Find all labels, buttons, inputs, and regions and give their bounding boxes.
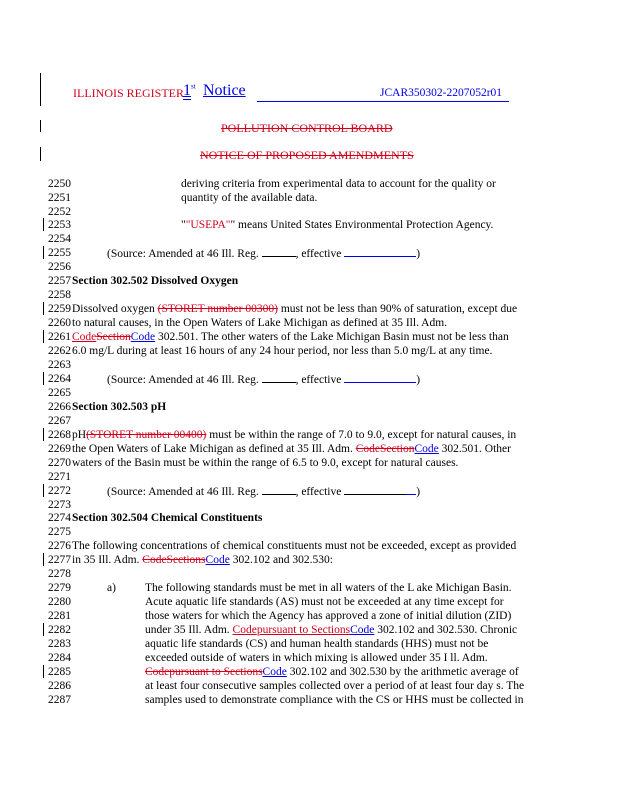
body-text: CodeSectionCode 302.501. The other waters of the Lake Michigan Basin must not be less than <box>72 331 509 343</box>
line-number: 2266 <box>48 401 71 413</box>
line-number: 2256 <box>48 261 71 273</box>
register-number: 1st <box>183 82 196 99</box>
line-number: 2259 <box>48 303 71 315</box>
change-mark <box>43 218 44 231</box>
body-text: Dissolved oxygen (STORET number 00300) must not be less than 90% of saturation, except due <box>72 303 518 315</box>
line-number: 2261 <box>48 331 71 343</box>
change-mark <box>43 330 44 343</box>
change-bar <box>40 120 41 132</box>
body-text: to natural causes, in the Open Waters of Lake Michigan as defined at 35 Ill. Adm. <box>72 317 448 329</box>
body-text: the Open Waters of Lake Michigan as defined at 35 Ill. Adm. CodeSectionCode 302.501. Other <box>72 443 511 455</box>
change-mark <box>43 484 44 497</box>
body-text: pH(STORET number 00400) must be within the range of 7.0 to 9.0, except for natural causes, in <box>72 429 517 441</box>
line-number: 2275 <box>48 526 71 538</box>
line-number: 2254 <box>48 233 71 245</box>
line-number: 2267 <box>48 415 71 427</box>
line-number: 2279 <box>48 582 71 594</box>
body-text: The following concentrations of chemical constituents must not be exceeded, except as provided <box>72 540 517 552</box>
line-number: 2270 <box>48 457 71 469</box>
body-text: deriving criteria from experimental data to account for the quality or <box>181 178 496 190</box>
body-text: aquatic life standards (CS) and human health standards (HHS) must not be <box>145 638 489 650</box>
jcar-id: JCAR350302-2207052r01 <box>380 87 503 99</box>
body-text: The following standards must be met in all waters of the L ake Michigan Basin. <box>145 582 512 594</box>
line-number: 2286 <box>48 680 71 692</box>
line-number: 2253 <box>48 219 71 231</box>
line-number: 2265 <box>48 387 71 399</box>
line-number: 2272 <box>48 485 71 497</box>
change-mark <box>43 246 44 259</box>
line-number: 2276 <box>48 540 71 552</box>
line-number: 2271 <box>48 471 71 483</box>
line-number: 2277 <box>48 554 71 566</box>
line-number: 2262 <box>48 345 71 357</box>
line-number: 2282 <box>48 624 71 636</box>
line-number: 2260 <box>48 317 71 329</box>
line-number: 2283 <box>48 638 71 650</box>
body-text: waters of the Basin must be within the range of 6.5 to 9.0, except for natural causes. <box>72 457 459 469</box>
line-number: 2268 <box>48 429 71 441</box>
notice-label: Notice <box>203 82 246 99</box>
body-text: at least four consecutive samples collected over a period of at least four day s. The <box>145 680 525 692</box>
source-note: (Source: Amended at 46 Ill. Reg. , effective ) <box>107 486 421 498</box>
body-text: samples used to demonstrate compliance with the CS or HHS must be collected in <box>145 694 524 706</box>
line-number: 2287 <box>48 694 71 706</box>
line-number: 2284 <box>48 652 71 664</box>
line-number: 2251 <box>48 192 71 204</box>
notice-title: NOTICE OF PROPOSED AMENDMENTS <box>200 148 414 162</box>
line-number: 2274 <box>48 512 71 524</box>
body-text: ""USEPA"" means United States Environmental Protection Agency. <box>181 219 494 231</box>
body-text: 6.0 mg/L during at least 16 hours of any 24 hour period, nor less than 5.0 mg/L at any time. <box>72 345 493 357</box>
body-text: under 35 Ill. Adm. Codepursuant to SectionsCode 302.102 and 302.530. Chronic <box>145 624 518 636</box>
body-text: Codepursuant to SectionsCode 302.102 and 302.530 by the arithmetic average of <box>145 666 519 678</box>
line-number: 2273 <box>48 499 71 511</box>
line-number: 2258 <box>48 289 71 301</box>
register-title: ILLINOIS REGISTER <box>73 86 184 100</box>
body-text: in 35 Ill. Adm. CodeSectionsCode 302.102 and 302.530: <box>72 554 333 566</box>
line-number: 2281 <box>48 610 71 622</box>
line-number: 2264 <box>48 373 71 385</box>
line-number: 2252 <box>48 206 71 218</box>
line-number: 2263 <box>48 359 71 371</box>
source-note: (Source: Amended at 46 Ill. Reg. , effective ) <box>107 374 421 386</box>
line-number: 2250 <box>48 178 71 190</box>
body-text: those waters for which the Agency has approved a zone of initial dilution (ZID) <box>145 610 512 622</box>
section-heading: Section 302.503 pH <box>72 401 167 413</box>
line-number: 2280 <box>48 596 71 608</box>
source-note: (Source: Amended at 46 Ill. Reg. , effective ) <box>107 248 421 260</box>
change-mark <box>43 428 44 441</box>
change-mark <box>43 553 44 566</box>
change-mark <box>43 302 44 315</box>
line-number: 2285 <box>48 666 71 678</box>
board-title: POLLUTION CONTROL BOARD <box>221 121 393 135</box>
body-text: Acute aquatic life standards (AS) must not be exceeded at any time except for <box>145 596 504 608</box>
line-number: 2257 <box>48 275 71 287</box>
list-label: a) <box>107 582 116 594</box>
change-bar <box>40 147 41 161</box>
line-number: 2278 <box>48 568 71 580</box>
section-heading: Section 302.504 Chemical Constituents <box>72 512 263 524</box>
change-mark <box>43 623 44 636</box>
line-number: 2269 <box>48 443 71 455</box>
change-mark <box>43 665 44 678</box>
change-bar <box>40 73 41 106</box>
change-mark <box>43 372 44 385</box>
body-text: exceeded outside of waters in which mixing is allowed under 35 I ll. Adm. <box>145 652 488 664</box>
body-text: quantity of the available data. <box>181 192 318 204</box>
section-heading: Section 302.502 Dissolved Oxygen <box>72 275 239 287</box>
line-number: 2255 <box>48 247 71 259</box>
